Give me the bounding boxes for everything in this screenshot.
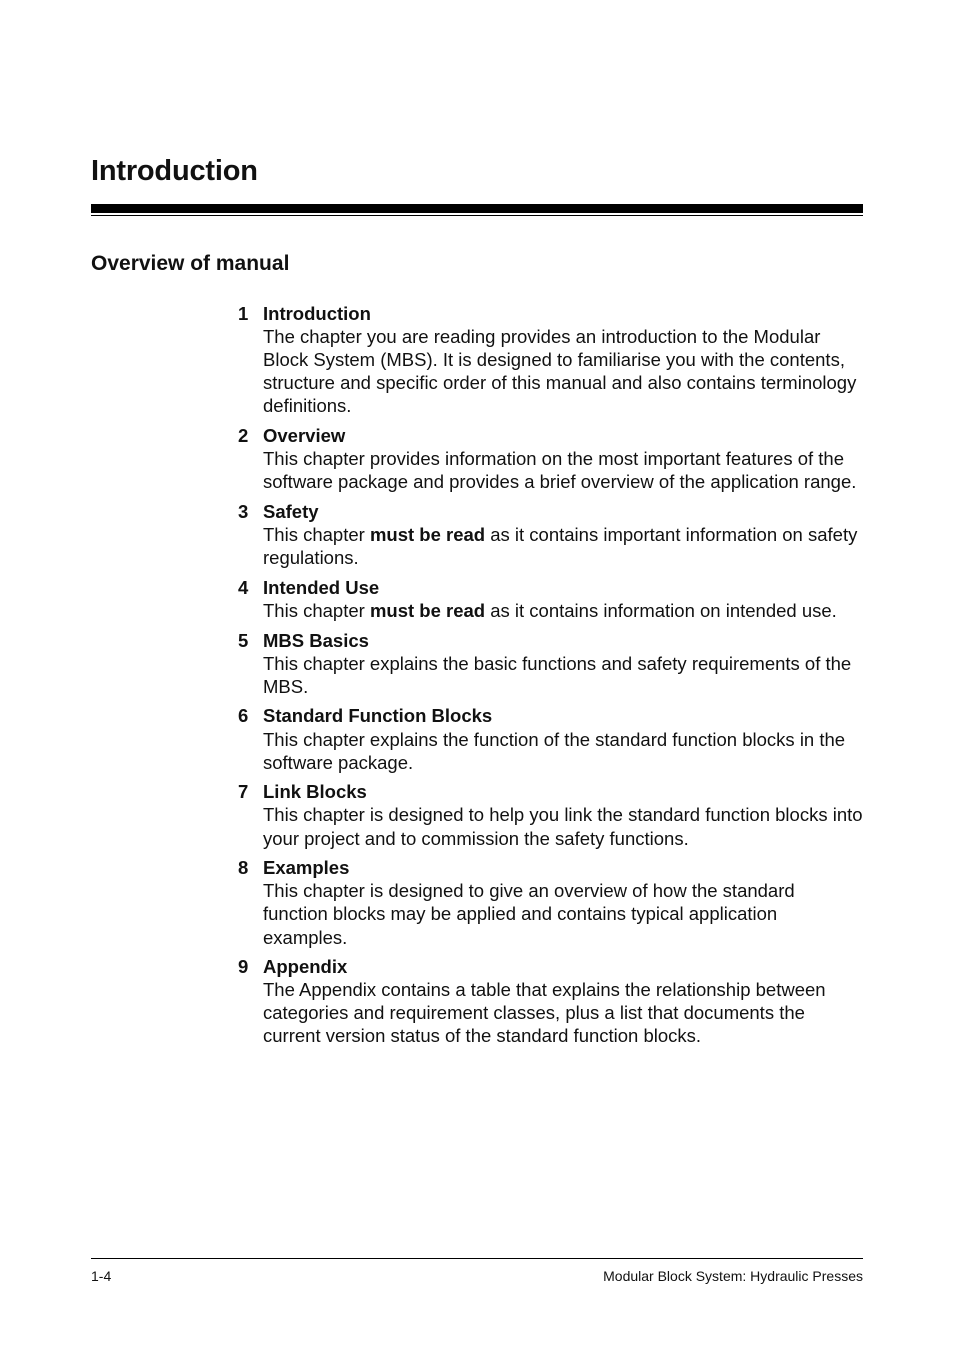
footer-page-number: 1-4 xyxy=(91,1268,112,1284)
chapter-item-safety xyxy=(238,500,863,569)
chapter-item-examples xyxy=(238,856,863,948)
chapter-description xyxy=(263,523,863,569)
chapter-title: MBS Basics xyxy=(263,629,369,651)
chapter-number: 3 xyxy=(238,500,249,522)
description-text: as it contains information on intended use. xyxy=(485,599,837,621)
chapter-title: Appendix xyxy=(263,956,348,978)
chapter-number: 4 xyxy=(238,576,249,598)
chapter-number: 5 xyxy=(238,629,249,651)
chapter-description xyxy=(263,599,863,622)
chapter-description: This chapter explains the function of the standard function blocks in the software package. xyxy=(263,728,846,773)
chapter-number: 6 xyxy=(238,705,249,727)
title-rule-thick xyxy=(91,204,863,213)
description-text: as it contains important information on safety regulations. xyxy=(263,524,858,569)
chapter-title: Standard Function Blocks xyxy=(263,705,493,727)
description-emphasis: must be read xyxy=(369,599,486,621)
description-text: This chapter xyxy=(263,524,370,546)
chapter-description: The Appendix contains a table that explains the relationship between categories and requirement classes, plus a list that documents the current version status of the standard function blocks. xyxy=(263,979,826,1047)
chapter-description: This chapter provides information on the most important features of the software package and provides a brief overview of the application range. xyxy=(263,448,857,493)
title-rule-thin xyxy=(91,215,863,216)
chapter-title: Introduction xyxy=(263,303,371,324)
chapter-item-appendix xyxy=(238,955,863,1047)
chapter-item-intended-use xyxy=(238,576,863,622)
footer-document-title: Modular Block System: Hydraulic Presses xyxy=(603,1268,863,1284)
page-title: Introduction xyxy=(91,155,258,187)
chapter-number: 1 xyxy=(238,303,249,324)
chapter-number: 2 xyxy=(238,425,249,447)
section-title: Overview of manual xyxy=(91,252,290,275)
chapter-number: 8 xyxy=(238,857,249,879)
chapter-number: 9 xyxy=(238,956,249,978)
chapter-item-overview xyxy=(238,424,863,493)
chapter-description: This chapter is designed to help you link the standard function blocks into your project and to commission the safety functions. xyxy=(263,804,863,849)
description-text: This chapter xyxy=(263,599,370,621)
description-emphasis: must be read xyxy=(369,524,486,546)
chapter-title: Examples xyxy=(263,857,350,879)
chapter-item-link-blocks xyxy=(238,780,863,849)
chapter-title: Safety xyxy=(263,500,319,522)
chapter-title: Link Blocks xyxy=(263,781,367,803)
footer-rule xyxy=(91,1258,863,1259)
chapter-list xyxy=(238,302,863,1054)
chapter-item-mbs-basics xyxy=(238,629,863,698)
chapter-item-standard-function-blocks xyxy=(238,704,863,773)
chapter-description: This chapter explains the basic functions and safety requirements of the MBS. xyxy=(263,652,852,697)
chapter-title: Intended Use xyxy=(263,576,380,598)
chapter-description: The chapter you are reading provides an introduction to the Modular Block System (MBS). It is designed to familiarise you with the contents, structure and specific order of this manual and also contains terminology definitions. xyxy=(263,326,857,417)
chapter-number: 7 xyxy=(238,781,249,803)
chapter-description: This chapter is designed to give an overview of how the standard function blocks may be applied and contains typical application examples. xyxy=(263,880,795,948)
chapter-item-introduction xyxy=(238,302,863,417)
chapter-title: Overview xyxy=(263,425,346,447)
